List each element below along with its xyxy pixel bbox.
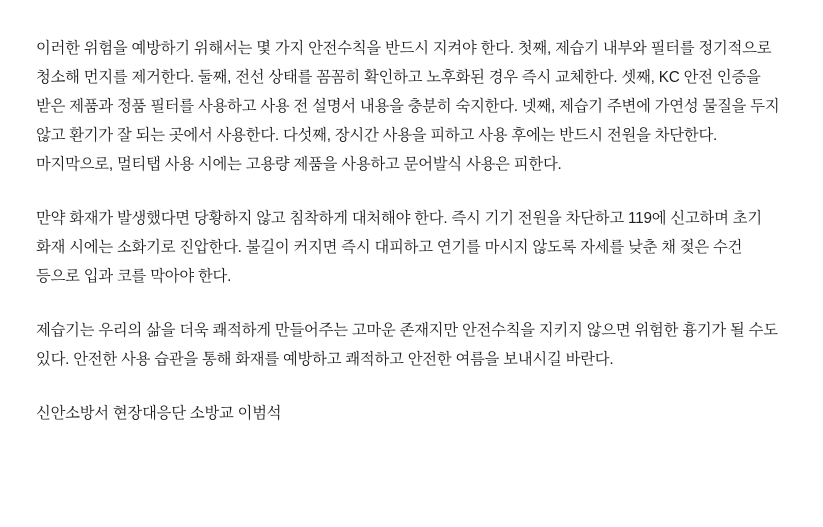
paragraph-closing: 제습기는 우리의 삶을 더욱 쾌적하게 만들어주는 고마운 존재지만 안전수칙을 지키지 않으면 위험한 흉기가 될 수도 있다. 안전한 사용 습관을 통해 화재를 예방하고 쾌적하고 안전한 여름을 보내시길 바란다.	[36, 322, 778, 368]
author-signature: 신안소방서 현장대응단 소방교 이범석	[36, 405, 282, 422]
paragraph-safety-rules: 이러한 위험을 예방하기 위해서는 몇 가지 안전수칙을 반드시 지켜야 한다. 첫째, 제습기 내부와 필터를 정기적으로 청소해 먼지를 제거한다. 둘째, 전선 상태를 꼼꼼히 확인하고 노후화된 경우 즉시 교체한다. 셋째, KC 안전 인증을 받은 제품과 정품 필터를 사용하고 사용 전 설명서 내용을 충분히 숙지한다. 넷째, 제습기 주변에 가연성 물질을 두지 않고 환기가 잘 되는 곳에서 사용한다. 다섯째, 장시간 사용을 피하고 사용 후에는 반드시 전원을 차단한다. 마지막으로, 멀티탭 사용 시에는 고용량 제품을 사용하고 문어발식 사용은 피한다.	[36, 40, 780, 173]
paragraph-fire-response: 만약 화재가 발생했다면 당황하지 않고 침착하게 대처해야 한다. 즉시 기기 전원을 차단하고 119에 신고하며 초기 화재 시에는 소화기로 진압한다. 불길이 커지면 즉시 대피하고 연기를 마시지 않도록 자세를 낮춘 채 젖은 수건 등으로 입과 코를 막아야 한다.	[36, 210, 762, 285]
